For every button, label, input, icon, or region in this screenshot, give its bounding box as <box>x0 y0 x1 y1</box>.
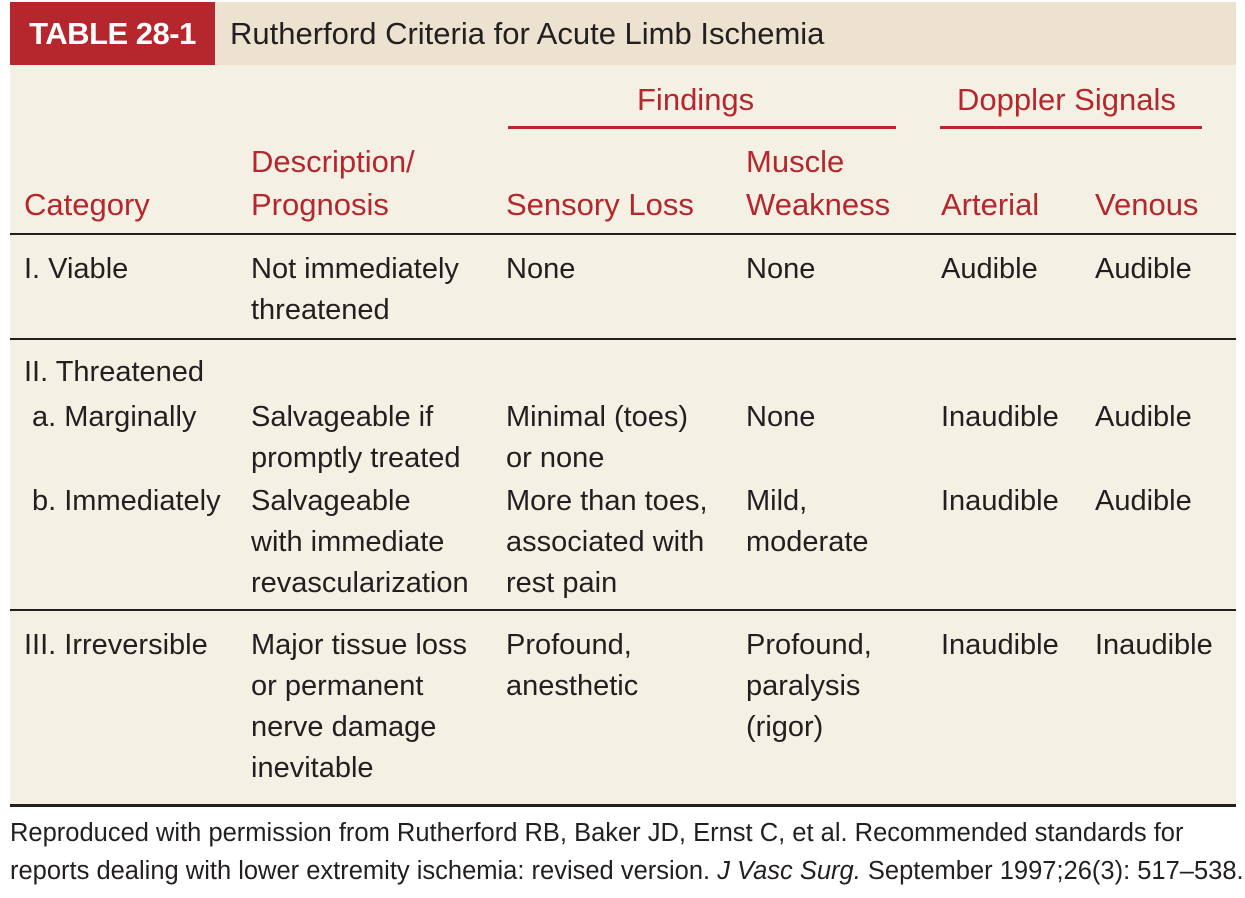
column-header-description-line2: Prognosis <box>251 187 389 222</box>
cell-muscle-weakness: (rigor) <box>746 711 824 743</box>
cell-sensory-loss: or none <box>506 442 605 474</box>
cell-venous: Audible <box>1095 485 1192 517</box>
cell-description: revascularization <box>251 567 469 599</box>
cell-arterial: Audible <box>941 253 1038 285</box>
column-header-venous: Venous <box>1095 187 1199 222</box>
cell-venous: Audible <box>1095 253 1192 285</box>
table-title: Rutherford Criteria for Acute Limb Ischemia <box>230 16 825 51</box>
cell-muscle-weakness: Mild, <box>746 485 808 517</box>
cell-description: nerve damage <box>251 711 437 743</box>
column-header-arterial: Arterial <box>941 187 1040 222</box>
cell-arterial: Inaudible <box>941 485 1059 517</box>
cell-description: Salvageable if <box>251 401 434 433</box>
cell-muscle-weakness: moderate <box>746 526 869 558</box>
table-number-label: TABLE 28-1 <box>10 2 215 65</box>
cell-venous: Audible <box>1095 401 1192 433</box>
cell-description: Salvageable <box>251 485 411 517</box>
footnote-line <box>10 852 1244 890</box>
cell-description: or permanent <box>251 670 424 702</box>
table-bottom-rule <box>10 804 1236 807</box>
cell-description: with immediate <box>251 526 445 558</box>
footnote-line: Reproduced with permission from Rutherford RB, Baker JD, Ernst C, et al. Recommended standards for <box>10 819 1184 847</box>
cell-muscle-weakness: None <box>746 401 816 433</box>
doppler-underline <box>940 126 1202 129</box>
cell-description: threatened <box>251 294 390 326</box>
cell-muscle-weakness: paralysis <box>746 670 861 702</box>
table-footnote <box>10 814 1244 890</box>
journal-name: J Vasc Surg. <box>717 857 861 885</box>
cell-category: III. Irreversible <box>24 629 208 661</box>
cell-description: Major tissue loss <box>251 629 467 661</box>
header-divider <box>10 233 1236 235</box>
cell-subcategory: b. Immediately <box>32 485 221 517</box>
cell-arterial: Inaudible <box>941 629 1059 661</box>
findings-underline <box>508 126 896 129</box>
cell-subcategory: a. Marginally <box>32 401 197 433</box>
cell-description: Not immediately <box>251 253 459 285</box>
row-divider <box>10 609 1236 611</box>
cell-category: II. Threatened <box>24 356 205 388</box>
column-header-muscle-line2: Weakness <box>746 187 891 222</box>
group-header-doppler: Doppler Signals <box>957 82 1176 117</box>
column-header-category: Category <box>24 187 150 222</box>
cell-description: promptly treated <box>251 442 461 474</box>
column-header-sensory-loss: Sensory Loss <box>506 187 694 222</box>
cell-arterial: Inaudible <box>941 401 1059 433</box>
cell-sensory-loss: More than toes, <box>506 485 708 517</box>
group-header-findings: Findings <box>637 82 755 117</box>
footnote-text: September 1997;26(3): 517–538. <box>860 857 1244 885</box>
cell-description: inevitable <box>251 752 374 784</box>
cell-sensory-loss: Minimal (toes) <box>506 401 689 433</box>
cell-venous: Inaudible <box>1095 629 1213 661</box>
cell-sensory-loss: Profound, <box>506 629 632 661</box>
column-header-description-line1: Description/ <box>251 144 415 179</box>
cell-sensory-loss: anesthetic <box>506 670 639 702</box>
cell-sensory-loss: associated with <box>506 526 705 558</box>
row-divider <box>10 338 1236 340</box>
footnote-text: reports dealing with lower extremity ischemia: revised version. <box>10 857 718 885</box>
cell-sensory-loss: rest pain <box>506 567 618 599</box>
column-header-muscle-line1: Muscle <box>746 144 845 179</box>
cell-sensory-loss: None <box>506 253 576 285</box>
cell-muscle-weakness: None <box>746 253 816 285</box>
cell-category: I. Viable <box>24 253 129 285</box>
cell-muscle-weakness: Profound, <box>746 629 872 661</box>
